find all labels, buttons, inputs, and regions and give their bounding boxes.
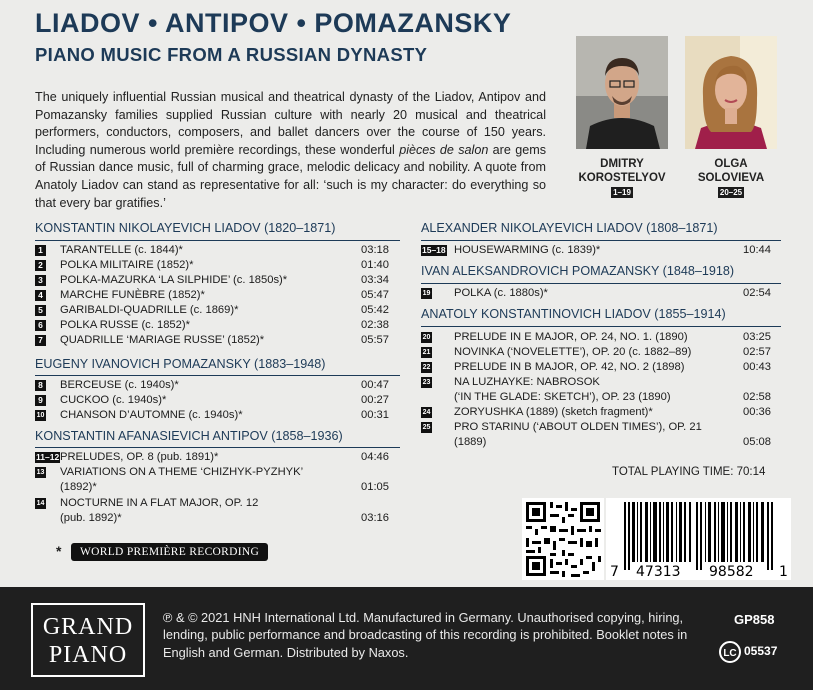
track-time: 05:08 (743, 436, 771, 448)
composer-heading: KONSTANTIN NIKOLAYEVICH LIADOV (1820–1871) (35, 221, 336, 235)
track-row (35, 497, 400, 527)
track-title: TARANTELLE (c. 1844)* (60, 244, 183, 256)
catalog-number: GP858 (734, 612, 775, 627)
barcode-digit-group2: 98582 (709, 564, 754, 580)
track-time: 03:18 (361, 244, 389, 256)
divider (35, 447, 400, 448)
photo-olga-solovieva (685, 36, 777, 149)
artist-name-last: KOROSTELYOV (578, 172, 666, 184)
track-number: 6 (35, 320, 46, 331)
track-number: 3 (35, 275, 46, 286)
composer-heading: EUGENY IVANOVICH POMAZANSKY (1883–1948) (35, 357, 326, 371)
track-number: 13 (36, 469, 45, 476)
track-time: 02:54 (743, 287, 771, 299)
artist-name-first: DMITRY (600, 158, 644, 170)
album-title: LIADOV • ANTIPOV • POMAZANSKY (35, 8, 512, 38)
track-number: 2 (35, 260, 46, 271)
track-time: 02:57 (743, 346, 771, 358)
track-time: 10:44 (743, 244, 771, 256)
label-code-number: 05537 (744, 644, 778, 659)
track-time: 05:47 (361, 289, 389, 301)
track-time: 05:57 (361, 334, 389, 346)
premiere-asterisk: * (56, 543, 62, 559)
track-title: POLKA (c. 1880s)* (454, 287, 548, 299)
artist-tracks: 20–25 (719, 188, 743, 197)
track-title: POLKA MILITAIRE (1852)* (60, 259, 194, 271)
track-title: NOCTURNE IN A FLAT MAJOR, OP. 12 (60, 497, 259, 509)
artist-olga (676, 157, 786, 199)
track-time: 03:34 (361, 274, 389, 286)
track-number: 9 (35, 395, 46, 406)
barcode-digit-first: 7 (610, 564, 619, 580)
track-title: POLKA-MAZURKA ‘LA SILPHIDE’ (c. 1850s)* (60, 274, 288, 286)
track-title: MARCHE FUNÈBRE (1852)* (60, 289, 205, 301)
track-number: 8 (35, 380, 46, 391)
track-title: VARIATIONS ON A THEME ‘CHIZHYK-PYZHYK’ (60, 466, 304, 478)
track-time: 00:31 (361, 409, 389, 421)
divider (35, 240, 400, 241)
composer-heading: ANATOLY KONSTANTINOVICH LIADOV (1855–1914) (421, 307, 726, 321)
intro-italic: pièces de salon (399, 142, 489, 157)
album-subtitle: PIANO MUSIC FROM A RUSSIAN DYNASTY (35, 44, 428, 65)
track-time: 00:27 (361, 394, 389, 406)
barcode-icon (606, 498, 791, 580)
track-number: 24 (422, 409, 431, 416)
photo-dmitry-korostelyov (576, 36, 668, 149)
track-time: 03:16 (361, 512, 389, 524)
track-row (35, 466, 400, 496)
track-number: 5 (35, 305, 46, 316)
track-title: CHANSON D’AUTOMNE (c. 1940s)* (60, 409, 243, 421)
logo-line1: GRAND (42, 614, 134, 640)
track-title: GARIBALDI-QUADRILLE (c. 1869)* (60, 304, 239, 316)
track-number: 7 (35, 335, 46, 346)
track-time: 00:43 (743, 361, 771, 373)
track-title: PRELUDES, OP. 8 (pub. 1891)* (60, 451, 219, 463)
track-number-label: 15–18 (422, 245, 446, 255)
track-title: BERCEUSE (c. 1940s)* (60, 379, 179, 391)
track-time: 00:36 (743, 406, 771, 418)
track-title-cont: (pub. 1892)* (60, 512, 122, 524)
track-title: NA LUZHAYKE: NABROSOK (454, 376, 600, 388)
qr-code-icon (522, 498, 604, 580)
track-number: 21 (422, 349, 431, 356)
barcode-digit-group1: 47313 (636, 564, 681, 580)
divider (35, 375, 400, 376)
track-title-cont: (1892)* (60, 481, 97, 493)
composer-heading: IVAN ALEKSANDROVICH POMAZANSKY (1848–1918) (421, 264, 735, 278)
track-title: PRELUDE IN B MAJOR, OP. 42, NO. 2 (1898) (454, 361, 685, 373)
track-number-label: 11–12 (36, 452, 60, 462)
track-row (421, 421, 781, 451)
track-time: 00:47 (361, 379, 389, 391)
track-number: 20 (422, 334, 431, 341)
track-time: 02:58 (743, 391, 771, 403)
track-title: NOVINKA (‘NOVELETTE’), OP. 20 (c. 1882–89) (454, 346, 692, 358)
copyright-text: ℗ & © 2021 HNH International Ltd. Manufactured in Germany. Unauthorised copying, hiring, lending, public performance and broadcasting of this recording is prohibited. Booklet notes in English and German. Distributed by Naxos. (163, 610, 688, 660)
artist-name-first: OLGA (714, 158, 748, 170)
track-number (421, 245, 447, 256)
premiere-badge: WORLD PREMIÈRE RECORDING (71, 543, 268, 561)
artist-dmitry (567, 157, 677, 199)
barcode-digit-last: 1 (779, 564, 788, 580)
track-title: QUADRILLE ‘MARIAGE RUSSE’ (1852)* (60, 334, 265, 346)
label-code (719, 641, 777, 663)
logo-line2: PIANO (48, 642, 128, 668)
grand-piano-logo (31, 603, 145, 677)
track-number: 19 (422, 290, 431, 297)
track-title-cont: (1889) (454, 436, 487, 448)
track-row (421, 376, 781, 406)
track-number: 14 (36, 500, 45, 507)
artist-name-last: SOLOVIEVA (697, 172, 765, 184)
composer-heading: ALEXANDER NIKOLAYEVICH LIADOV (1808–1871) (421, 221, 718, 235)
track-number: 10 (36, 412, 45, 419)
track-time: 05:42 (361, 304, 389, 316)
track-title: ZORYUSHKA (1889) (sketch fragment)* (454, 406, 653, 418)
track-number: 22 (422, 364, 431, 371)
track-number: 23 (422, 379, 431, 386)
track-title: PRO STARINU (‘ABOUT OLDEN TIMES’), OP. 21 (454, 421, 702, 433)
track-title: POLKA RUSSE (c. 1852)* (60, 319, 190, 331)
track-time: 04:46 (361, 451, 389, 463)
track-time: 03:25 (743, 331, 771, 343)
intro-part1: The uniquely influential Russian musical and theatrical dynasty of the Liadov, Antipov and Pomazansky families supplied Russian culture with nearly 20 musical and theatrical performers, conductors, composers, and ballet dancers over the course of 150 years. Including numerous world première recordings, these wonderful (35, 90, 546, 157)
intro-text (35, 89, 546, 212)
track-title: CUCKOO (c. 1940s)* (60, 394, 167, 406)
track-number: 25 (422, 424, 431, 431)
track-title: PRELUDE IN E MAJOR, OP. 24, NO. 1. (1890) (454, 331, 688, 343)
track-time: 01:05 (361, 481, 389, 493)
artist-tracks: 1–19 (613, 188, 631, 197)
composer-heading: KONSTANTIN AFANASIEVICH ANTIPOV (1858–1936) (35, 429, 343, 443)
divider (421, 240, 781, 241)
track-title: HOUSEWARMING (c. 1839)* (454, 244, 601, 256)
divider (421, 283, 781, 284)
track-title-cont: (‘IN THE GLADE: SKETCH’), OP. 23 (1890) (454, 391, 671, 403)
track-number (35, 452, 60, 463)
total-playing-time: TOTAL PLAYING TIME: 70:14 (612, 466, 766, 478)
track-number: 4 (35, 290, 46, 301)
track-time: 02:38 (361, 319, 389, 331)
track-number: 1 (35, 245, 46, 256)
divider (421, 326, 781, 327)
intro-part2: are gems of Russian dance music, full of charming grace, melodic delicacy and nobility. A quote from Anatoly Liadov can stand as representative for all: ‘such is my character: do everything so that every bar gratifies.’ (35, 142, 547, 210)
label-code-icon: LC (719, 641, 741, 663)
track-time: 01:40 (361, 259, 389, 271)
